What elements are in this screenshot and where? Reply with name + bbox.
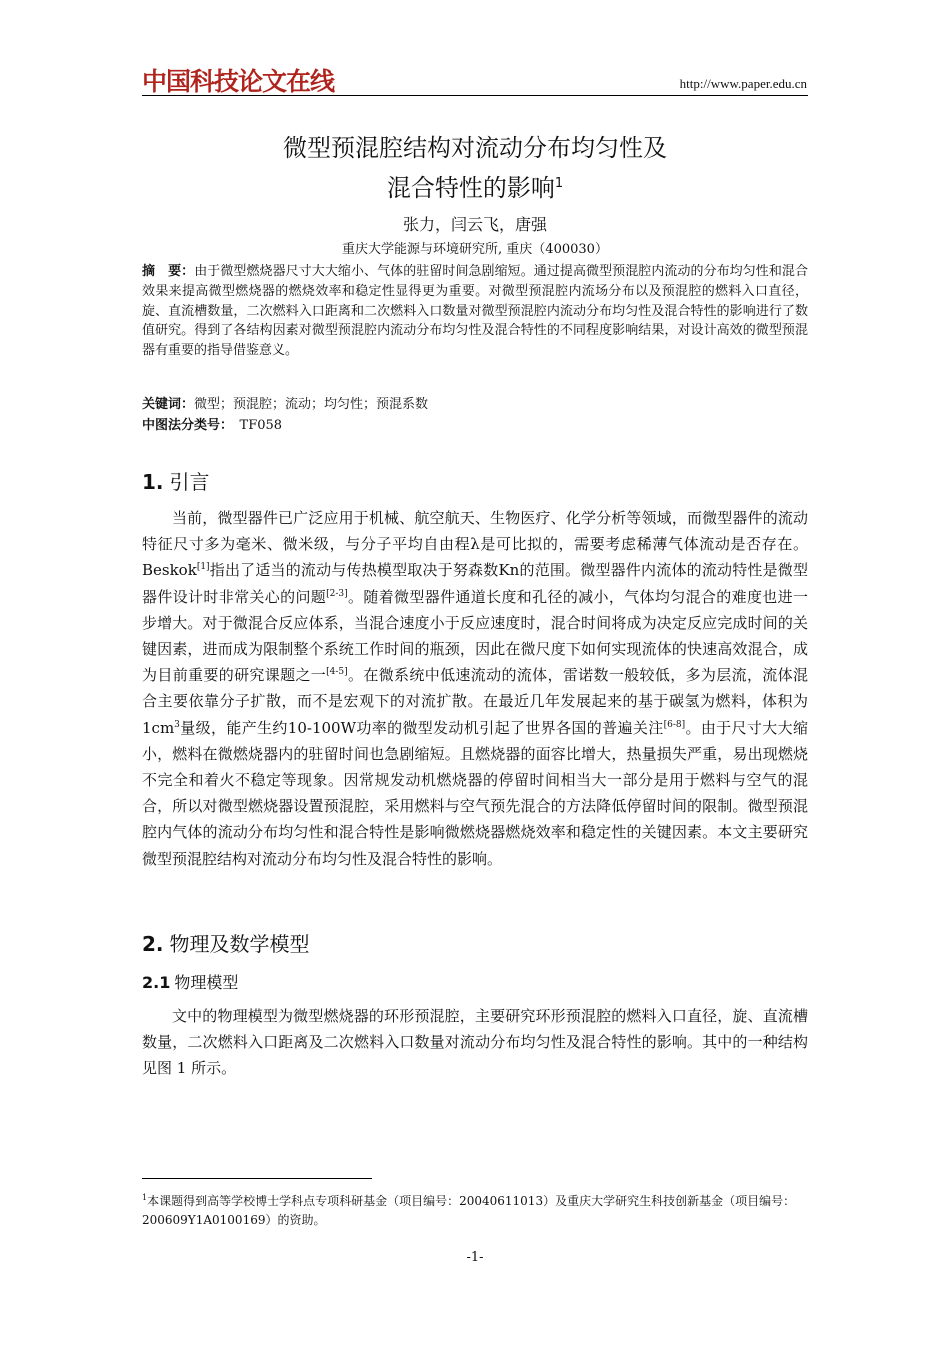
site-logo: 中国科技论文在线	[142, 67, 335, 96]
section-1-number: 1.	[142, 470, 164, 494]
section-2-1-title: 物理模型	[174, 973, 239, 992]
section-2-1-paragraph: 文中的物理模型为微型燃烧器的环形预混腔，主要研究环形预混腔的燃料入口直径，旋、直流槽数量，二次燃料入口距离及二次燃料入口数量对流动分布均匀性及混合特性的影响。其中的一种结构见图 1 所示。	[142, 1007, 808, 1078]
affiliation: 重庆大学能源与环境研究所, 重庆（400030）	[342, 242, 608, 257]
section-2-title: 物理及数学模型	[169, 932, 310, 956]
section-2-1-number: 2.1	[142, 973, 171, 992]
footnote	[142, 1188, 808, 1230]
citation-2-3[interactable]: [2-3]	[326, 588, 348, 599]
page-number: -1-	[466, 1250, 484, 1265]
keywords-text: 微型；预混腔；流动；均匀性；预混系数	[194, 397, 429, 412]
section-1-title: 引言	[169, 470, 210, 494]
para-text-2: 指出了适当的流动与传热模型取决于努森数Kn的范围。微型器件内流体的流动特性是微型器件设计时非常关心的问题	[142, 561, 808, 606]
classification	[142, 414, 808, 433]
title-line-1: 微型预混腔结构对流动分布均匀性及	[283, 134, 667, 162]
classification-code: TF058	[239, 418, 283, 433]
section-2-number: 2.	[142, 932, 164, 956]
paper-title	[142, 130, 808, 206]
para-text-1: 当前，微型器件已广泛应用于机械、航空航天、生物医疗、化学分析等领域，而微型器件的流动特征尺寸多为毫米、微米级，与分子平均自由程λ是可比拟的，需要考虑稀薄气体流动是否存在。Beskok	[142, 509, 808, 580]
abstract-label: 摘 要：	[142, 264, 195, 279]
section-1-heading	[142, 466, 210, 495]
keywords	[142, 393, 808, 412]
title-footnote-mark: 1	[554, 176, 564, 191]
abstract-text: 由于微型燃烧器尺寸大大缩小、气体的驻留时间急剧缩短。通过提高微型预混腔内流动的分布均匀性和混合效果来提高微型燃烧器的燃烧效率和稳定性显得更为重要。对微型预混腔内流场分布以及预混腔的燃料入口直径，旋、直流槽数量，二次燃料入口距离和二次燃料入口数量对微型预混腔内流动分布均匀性及混合特性的影响进行了数值研究。得到了各结构因素对微型预混腔内流动分布均匀性及混合特性的不同程度影响结果，对设计高效的微型预混器有重要的指导借鉴意义。	[142, 264, 808, 359]
header-url[interactable]: http://www.paper.edu.cn	[679, 76, 807, 91]
authors: 张力，闫云飞，唐强	[402, 215, 547, 234]
abstract	[142, 262, 808, 361]
title-line-2	[142, 166, 808, 206]
section-2-heading	[142, 928, 310, 957]
title-line-2-text: 混合特性的影响	[386, 174, 555, 202]
section-2-1-heading	[142, 970, 238, 993]
para-text-6: 。由于尺寸大大缩小，燃料在微燃烧器内的驻留时间也急剧缩短。且燃烧器的面容比增大，热量损失严重，易出现燃烧不完全和着火不稳定等现象。因常规发动机燃烧器的停留时间相当大一部分是用于燃料与空气的混合，所以对微型燃烧器设置预混腔，采用燃料与空气预先混合的方法降低停留时间的限制。微型预混腔内气体的流动分布均匀性和混合特性是影响微燃烧器燃烧效率和稳定性的关键因素。本文主要研究微型预混腔结构对流动分布均匀性及混合特性的影响。	[142, 718, 808, 868]
para-text-5: 量级，能产生约10-100W功率的微型发动机引起了世界各国的普遍关注	[179, 718, 664, 737]
footnote-divider	[142, 1178, 372, 1179]
header-divider	[142, 95, 808, 96]
citation-1[interactable]: [1]	[196, 562, 210, 573]
citation-4-5[interactable]: [4-5]	[326, 667, 348, 678]
superscript-3: 3	[174, 719, 180, 730]
classification-label: 中图法分类号：	[142, 418, 227, 433]
para-text-4: 。在微系统中低速流动的流体，雷诺数一般较低，多为层流，流体混合主要依靠分子扩散，而不是宏观下的对流扩散。在最近几年发展起来的基于碳氢为燃料，体积为1cm	[142, 666, 808, 737]
citation-6-8[interactable]: [6-8]	[663, 719, 686, 730]
para-text-3: 。随着微型器件通道长度和孔径的减小，气体均匀混合的难度也进一步增大。对于微混合反应体系，当混合速度小于反应速度时，混合时间将成为决定反应完成时间的关键因素，进而成为限制整个系统工作时间的瓶颈，因此在微尺度下如何实现流体的快速高效混合，成为目前重要的研究课题之一	[142, 587, 808, 685]
footnote-text: 本课题得到高等学校博士学科点专项科研基金（项目编号：20040611013）及重庆大学研究生科技创新基金（项目编号：200609Y1A0100169）的资助。	[142, 1194, 796, 1227]
keywords-label: 关键词：	[142, 397, 195, 412]
footnote-mark: 1	[142, 1193, 148, 1202]
section-1-paragraph	[142, 505, 808, 872]
